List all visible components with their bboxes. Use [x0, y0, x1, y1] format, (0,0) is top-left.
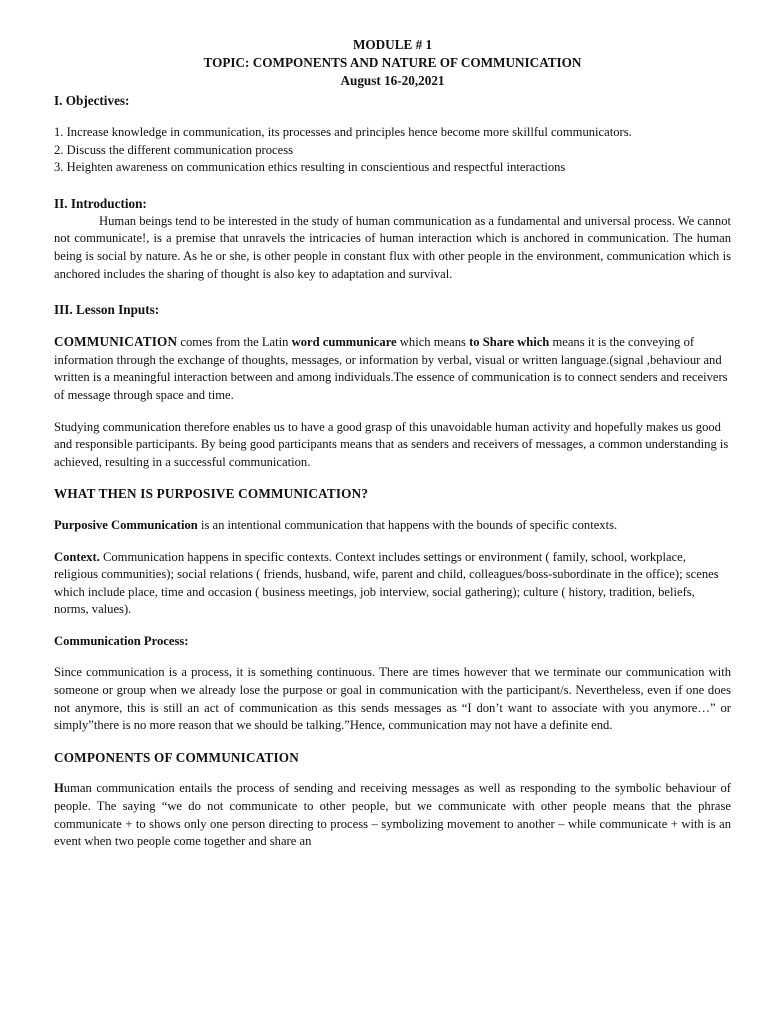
introduction-heading: II. Introduction:: [54, 195, 147, 211]
list-item: 3. Heighten awareness on communication ethics resulting in conscientious and respectful interactions: [54, 160, 566, 175]
context-paragraph: Context. Communication happens in specific contexts. Context includes settings or environment ( family, school, workplace, religious communities); social relations ( friends, husband, wife, parent and child, colleagues/boss-subordinate in the office); scenes which include place, time and occasion ( business meetings, job interview, social gathering); culture ( history, tradition, beliefs, norms, values).: [54, 549, 719, 617]
process-paragraph: Since communication is a process, it is something continuous. There are times however that we terminate our communication with someone or group when we already lose the purpose or goal in communication with the participant/s. Nevertheless, even if one does not anymore, this is still an act of communication as this sends messages as “I don’t want to associate with you anymore…” or simply”there is no more reason that we should be talking.”Hence, communication may not have a definite end.: [54, 665, 731, 733]
objectives-list: [54, 124, 731, 177]
date-line: August 16-20,2021: [340, 73, 445, 88]
list-item: 2. Discuss the different communication process: [54, 142, 294, 157]
purposive-paragraph: Purposive Communication is an intentional communication that happens with the bounds of specific contexts.: [54, 517, 618, 532]
objectives-heading: I. Objectives:: [54, 93, 130, 108]
components-paragraph: Human communication entails the process of sending and receiving messages as well as responding to the symbolic behaviour of people. The saying “we do not communicate to other people, but we communicate with other people means that the phrase communicate + to shows only one person directing to process – symbolizing movement to another – while communicate + with is an event when two people come together and share an: [54, 781, 731, 849]
process-heading: Communication Process:: [54, 633, 189, 648]
communication-definition-paragraph: COMMUNICATION comes from the Latin word cummunicare which means to Share which means it is the conveying of information through the exchange of thoughts, messages, or information by verbal, visual or written language.(signal ,behaviour and written is a meaningful interaction between and among individuals.The essence of communication is to connect senders and receivers of message through space and time.: [54, 334, 728, 402]
list-item: 1. Increase knowledge in communication, its processes and principles hence become more skillful communicators.: [54, 125, 632, 139]
purposive-heading: WHAT THEN IS PURPOSIVE COMMUNICATION?: [54, 486, 369, 502]
lesson-inputs-heading: III. Lesson Inputs:: [54, 302, 160, 318]
document-header: [54, 36, 731, 90]
introduction-paragraph: Human beings tend to be interested in the study of human communication as a fundamental and universal process. We cannot not communicate!, is a premise that unravels the intricacies of human interaction which is anchored in communication. The human being is social by nature. As he or she, is other people in constant flux with other people in the environment, communication which is anchored includes the sharing of thought is also key to adaptation and survival.: [54, 213, 731, 281]
topic-title: TOPIC: COMPONENTS AND NATURE OF COMMUNICATION: [203, 55, 582, 70]
module-title: MODULE # 1: [352, 37, 433, 52]
studying-communication-paragraph: Studying communication therefore enables us to have a good grasp of this unavoidable human activity and hopefully makes us good and responsible participants. By being good participants means that as senders and receivers of messages, a common understanding is achieved, resulting in a successful communication.: [54, 419, 729, 469]
components-heading: COMPONENTS OF COMMUNICATION: [54, 749, 299, 765]
